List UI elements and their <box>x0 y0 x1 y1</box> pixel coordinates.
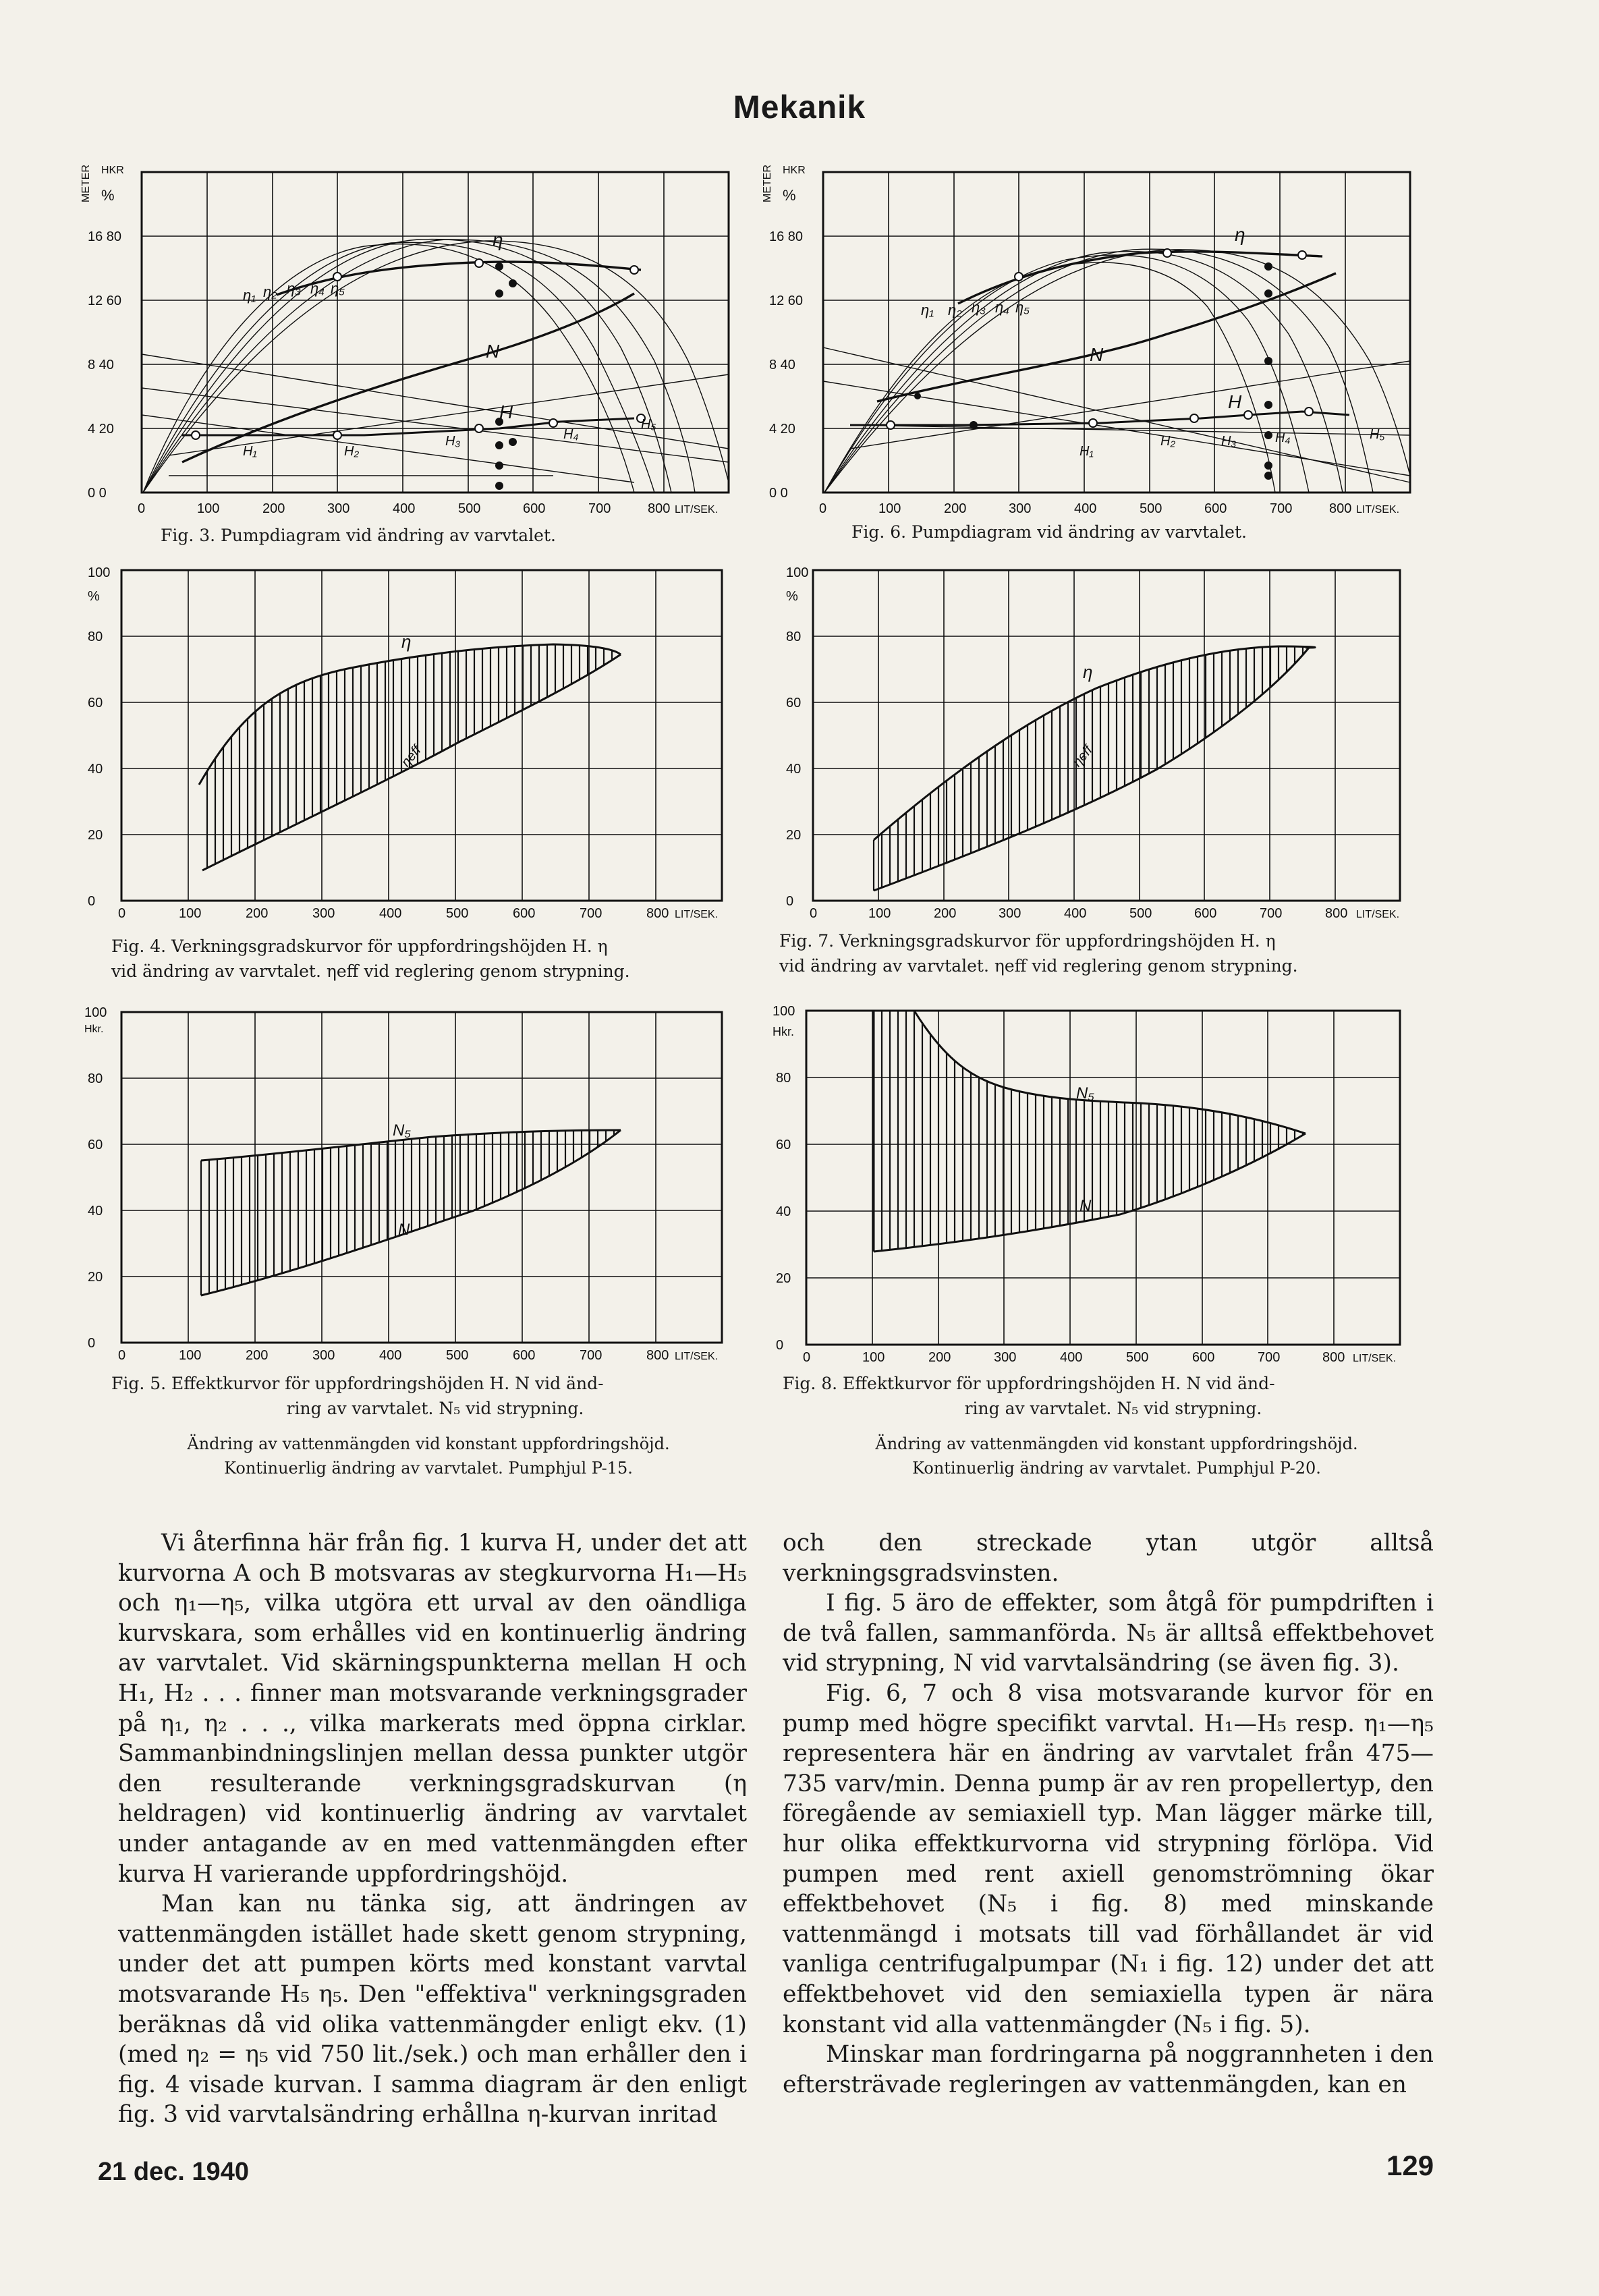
fig5-ytick: 40 <box>88 1204 103 1219</box>
fig8-ytick: 60 <box>776 1138 791 1152</box>
page-title: Mekanik <box>733 90 866 125</box>
body-paragraph: Man kan nu tänka sig, att ändringen av vattenmängden istället hade skett genom strypning, under det att pumpen körts med konstant varvtal motsvarande H₅ η₅. Den "effektiva" verkningsgraden beräknas då vid olika vattenmängder enligt ekv. (1) (med η₂ = η₅ vid 750 lit./sek.) och man erhåller den i fig. 4 visade kurvan. I samma diagram är den enligt fig. 3 vid varvtalsändring erhållna η-kurvan inritad <box>118 1891 747 2129</box>
fig3-xunit: LIT/SEK. <box>675 504 719 515</box>
fig8-xtick: 600 <box>1192 1350 1215 1365</box>
fig8-caption-line2: ring av varvtalet. N₅ vid strypning. <box>964 1399 1262 1418</box>
fig6-label-H1: H₁ <box>1079 444 1094 459</box>
fig5-label-N: N <box>398 1221 410 1239</box>
fig4-ytick: 80 <box>88 629 103 644</box>
figure-7 <box>779 565 1454 921</box>
fig5-xtick: 200 <box>246 1348 269 1363</box>
fig6-xtick: 700 <box>1270 501 1293 516</box>
fig7-xtick: 400 <box>1064 906 1087 921</box>
fig5-label-N5: N₅ <box>393 1121 411 1140</box>
fig6-label-H4: H₄ <box>1275 430 1291 445</box>
fig5-yunit: Hkr. <box>84 1024 104 1035</box>
fig7-efficiency-chart <box>779 565 1454 921</box>
fig6-caption: Fig. 6. Pumpdiagram vid ändring av varvtalet. <box>851 522 1247 542</box>
fig6-label-H3: H₃ <box>1221 434 1237 449</box>
fig6-label-H5: H₅ <box>1370 427 1385 442</box>
fig3-xtick: 500 <box>458 501 481 516</box>
fig4-xtick: 500 <box>446 906 469 921</box>
body-paragraph: Minskar man fordringarna på noggrannheten i den eftersträvade regleringen av vattenmängden, kan en <box>783 2041 1434 2098</box>
fig5-ytick: 80 <box>88 1071 103 1086</box>
fig6-label-N: N <box>1090 344 1104 365</box>
fig3-ylabel-meter: METER <box>80 165 92 202</box>
fig5-xtick: 0 <box>118 1348 126 1363</box>
fig4-ytick: 60 <box>88 696 103 710</box>
fig7-xunit: LIT/SEK. <box>1356 909 1400 920</box>
fig3-label-eta3: η₃ <box>287 280 301 297</box>
fig5-power-chart <box>81 1005 756 1363</box>
fig7-caption-line1: Fig. 7. Verkningsgradskurvor för uppfordringshöjden H. η <box>779 931 1276 951</box>
fig6-ylabel-hkr: HKR <box>783 165 806 176</box>
fig5-xtick: 600 <box>513 1348 536 1363</box>
fig4-xtick: 300 <box>312 906 335 921</box>
fig3-label-eta1: η₁ <box>243 287 256 304</box>
fig4-caption-line2: vid ändring av varvtalet. ηeff vid reglering genom strypning. <box>111 961 630 981</box>
fig5-xtick: 800 <box>646 1348 669 1363</box>
fig8-xunit: LIT/SEK. <box>1353 1353 1397 1364</box>
fig6-ytick: 16 80 <box>769 229 804 244</box>
fig8-yunit: Hkr. <box>773 1025 795 1038</box>
fig3-ytick: 12 60 <box>88 293 122 308</box>
fig5-xtick: 300 <box>312 1348 335 1363</box>
fig7-xtick: 700 <box>1260 906 1283 921</box>
fig5-ytick: 20 <box>88 1270 103 1285</box>
fig3-label-H4: H₄ <box>563 427 579 442</box>
fig6-label-H2: H₂ <box>1160 434 1176 449</box>
body-paragraph: I fig. 5 äro de effekter, som åtgå för pumpdriften i de två fallen, sammanförda. N₅ är alltså effektbehovet vid strypning, N vid varvtalsändring (se även fig. 3). <box>783 1590 1434 1677</box>
fig8-note-line2: Kontinuerlig ändring av varvtalet. Pumphjul P-20. <box>912 1459 1321 1478</box>
fig6-xtick: 200 <box>944 501 967 516</box>
fig8-caption-line1: Fig. 8. Effektkurvor för uppfordringshöjden H. N vid änd- <box>783 1374 1275 1393</box>
fig6-ytick: 8 40 <box>769 358 795 372</box>
fig8-ytick: 20 <box>776 1271 791 1286</box>
fig6-xtick: 500 <box>1140 501 1162 516</box>
fig5-note-line1: Ändring av vattenmängden vid konstant uppfordringshöjd. <box>187 1434 670 1453</box>
body-left-column <box>118 1528 747 2130</box>
fig3-label-N: N <box>486 341 500 362</box>
fig7-xtick: 100 <box>868 906 891 921</box>
footer-date: 21 dec. 1940 <box>98 2158 249 2186</box>
fig7-ytick: 40 <box>786 762 802 777</box>
figure-3 <box>80 159 742 516</box>
fig4-ytick: 20 <box>88 828 103 843</box>
page-number: 129 <box>1386 2150 1434 2181</box>
fig5-xtick: 500 <box>446 1348 469 1363</box>
fig7-caption-line2: vid ändring av varvtalet. ηeff vid reglering genom strypning. <box>779 956 1298 976</box>
fig8-label-N5: N₅ <box>1076 1084 1094 1102</box>
fig7-ytick: 80 <box>786 629 802 644</box>
fig4-xunit: LIT/SEK. <box>675 909 719 920</box>
fig8-power-chart <box>769 1005 1451 1363</box>
fig8-label-N: N <box>1079 1197 1092 1215</box>
fig8-xtick: 200 <box>928 1350 951 1365</box>
fig6-label-H: H <box>1228 391 1242 412</box>
fig5-xunit: LIT/SEK. <box>675 1351 719 1362</box>
fig3-xtick: 0 <box>138 501 146 516</box>
body-paragraph: Vi återfinna här från fig. 1 kurva H, under det att kurvorna A och B motsvaras av stegkurvorna H₁—H₅ och η₁—η₅, vilka utgöra ett urval av den oändliga kurvskara, som erhålles vid en kontinuerlig ändring av varvtalet. Vid skärningspunkterna mellan H och H₁, H₂ . . . finner man motsvarande verkningsgrader på η₁, η₂ . . ., vilka markerats med öppna cirklar. Sammanbindningslinjen mellan dessa punkter utgör den resulterande verkningsgradskurvan (η heldragen) vid kontinuerlig ändring av varvtalet under antagande av en med vattenmängden efter kurva H varierande uppfordringshöjd. <box>118 1530 747 1888</box>
fig7-xtick: 500 <box>1129 906 1152 921</box>
fig6-xtick: 0 <box>819 501 827 516</box>
fig7-yunit: % <box>786 589 798 604</box>
fig6-xtick: 300 <box>1009 501 1032 516</box>
body-paragraph: Fig. 6, 7 och 8 visa motsvarande kurvor för en pump med högre specifikt varvtal. H₁—H₅ resp. η₁—η₅ representera här en ändring av varvtalet från 475—735 varv/min. Denna pump är av ren propellertyp, den föregående av semiaxiell typ. Man lägger märke till, hur olika effektkurvorna vid strypning förlöpa. Vid pumpen med rent axiell genomströmning ökar effektbehovet (N₅ i fig. 8) med minskande vattenmängd i motsats till vad förhållandet är vid vanliga centrifugalpumpar (N₁ i fig. 12) under det att effektbehovet vid den semiaxiella typen är nära konstant vid alla vattenmängder (N₅ i fig. 5). <box>783 1679 1434 2038</box>
figure-6 <box>762 159 1424 516</box>
fig6-label-eta2: η₂ <box>948 302 962 318</box>
fig8-xtick: 700 <box>1258 1350 1281 1365</box>
fig8-note-line1: Ändring av vattenmängden vid konstant uppfordringshöjd. <box>875 1434 1358 1453</box>
fig4-ytick: 100 <box>88 565 111 580</box>
fig3-xtick: 400 <box>393 501 416 516</box>
fig3-xtick: 800 <box>648 501 671 516</box>
fig3-xtick: 100 <box>197 501 220 516</box>
fig4-label-etaeff: ηeff <box>398 743 424 770</box>
fig4-label-eta: η <box>401 632 412 652</box>
fig8-xtick: 0 <box>803 1350 811 1365</box>
fig4-xtick: 0 <box>118 906 126 921</box>
fig7-xtick: 800 <box>1325 906 1348 921</box>
fig3-xtick: 300 <box>327 501 350 516</box>
fig3-label-H2: H₂ <box>344 444 360 459</box>
fig6-xtick: 600 <box>1204 501 1227 516</box>
fig6-label-eta5: η₅ <box>1015 299 1030 316</box>
fig7-ytick: 0 <box>786 894 794 909</box>
fig3-label-H1: H₁ <box>243 444 257 459</box>
fig6-label-eta4: η₄ <box>995 299 1010 316</box>
fig6-label-eta3: η₃ <box>972 299 986 316</box>
fig5-xtick: 400 <box>379 1348 402 1363</box>
fig5-caption-line2: ring av varvtalet. N₅ vid strypning. <box>286 1399 584 1418</box>
fig7-ytick: 20 <box>786 828 802 843</box>
fig6-ytick: 12 60 <box>769 293 804 308</box>
fig7-xtick: 600 <box>1194 906 1217 921</box>
fig3-pump-diagram <box>80 159 742 516</box>
fig6-label-eta1: η₁ <box>921 302 934 318</box>
fig7-xtick: 0 <box>810 906 818 921</box>
fig3-ytick: 4 20 <box>88 422 114 437</box>
fig5-xtick: 700 <box>580 1348 602 1363</box>
fig5-ytick: 100 <box>84 1005 107 1020</box>
fig3-ylabel-hkr: HKR <box>101 165 124 176</box>
fig4-efficiency-chart <box>81 565 756 921</box>
fig3-yunit: % <box>101 187 115 204</box>
fig3-xtick: 200 <box>262 501 285 516</box>
fig6-pump-diagram <box>762 159 1424 516</box>
fig8-xtick: 500 <box>1126 1350 1149 1365</box>
fig3-ytick: 0 0 <box>88 486 107 501</box>
fig4-xtick: 800 <box>646 906 669 921</box>
fig3-label-eta2: η₂ <box>263 283 277 300</box>
fig3-caption: Fig. 3. Pumpdiagram vid ändring av varvtalet. <box>161 526 556 545</box>
fig6-label-eta: η <box>1235 224 1245 245</box>
fig3-label-eta5: η₅ <box>331 280 345 297</box>
fig8-ytick: 80 <box>776 1071 791 1086</box>
fig6-yunit: % <box>783 187 796 204</box>
fig6-xtick: 800 <box>1329 501 1352 516</box>
fig8-xtick: 300 <box>994 1350 1017 1365</box>
fig7-label-eta: η <box>1083 662 1093 682</box>
fig5-xtick: 100 <box>179 1348 202 1363</box>
fig7-xtick: 200 <box>934 906 957 921</box>
fig8-ytick: 0 <box>776 1338 784 1353</box>
fig3-label-H5: H₅ <box>641 417 656 432</box>
fig3-label-eta: η <box>493 229 503 250</box>
fig4-ytick: 40 <box>88 762 103 777</box>
fig4-ytick: 0 <box>88 894 96 909</box>
fig8-xtick: 400 <box>1060 1350 1083 1365</box>
body-right-column <box>783 1528 1434 2100</box>
figure-4 <box>81 565 756 921</box>
fig6-xunit: LIT/SEK. <box>1356 504 1400 515</box>
fig6-ytick: 4 20 <box>769 422 795 437</box>
fig3-label-H: H <box>499 401 513 422</box>
fig5-ytick: 60 <box>88 1138 103 1152</box>
fig4-xtick: 100 <box>179 906 202 921</box>
fig4-xtick: 600 <box>513 906 536 921</box>
fig7-ytick: 100 <box>786 565 809 580</box>
body-paragraph: och den streckade ytan utgör alltså verkningsgradsvinsten. <box>783 1530 1434 1587</box>
fig8-xtick: 100 <box>862 1350 885 1365</box>
fig3-label-eta4: η₄ <box>310 280 325 297</box>
fig6-xtick: 100 <box>878 501 901 516</box>
fig8-xtick: 800 <box>1322 1350 1345 1365</box>
fig6-ytick: 0 0 <box>769 486 788 501</box>
fig7-label-etaeff: ηeff <box>1069 743 1096 770</box>
fig3-label-H3: H₃ <box>445 434 461 449</box>
fig6-ylabel-meter: METER <box>762 165 773 202</box>
fig3-xtick: 600 <box>523 501 546 516</box>
fig4-xtick: 400 <box>379 906 402 921</box>
figure-8 <box>769 1005 1451 1363</box>
fig3-xtick: 700 <box>588 501 611 516</box>
fig7-ytick: 60 <box>786 696 802 710</box>
fig8-ytick: 40 <box>776 1204 791 1219</box>
fig5-note-line2: Kontinuerlig ändring av varvtalet. Pumphjul P-15. <box>224 1459 633 1478</box>
fig5-ytick: 0 <box>88 1336 96 1351</box>
fig4-yunit: % <box>88 589 100 604</box>
fig7-xtick: 300 <box>999 906 1021 921</box>
figure-5 <box>81 1005 756 1363</box>
fig3-ytick: 16 80 <box>88 229 122 244</box>
fig8-ytick: 100 <box>773 1004 795 1019</box>
fig4-caption-line1: Fig. 4. Verkningsgradskurvor för uppfordringshöjden H. η <box>111 936 608 956</box>
fig4-xtick: 200 <box>246 906 269 921</box>
fig3-ytick: 8 40 <box>88 358 114 372</box>
fig6-xtick: 400 <box>1074 501 1097 516</box>
fig5-caption-line1: Fig. 5. Effektkurvor för uppfordringshöjden H. N vid änd- <box>111 1374 604 1393</box>
fig4-xtick: 700 <box>580 906 602 921</box>
